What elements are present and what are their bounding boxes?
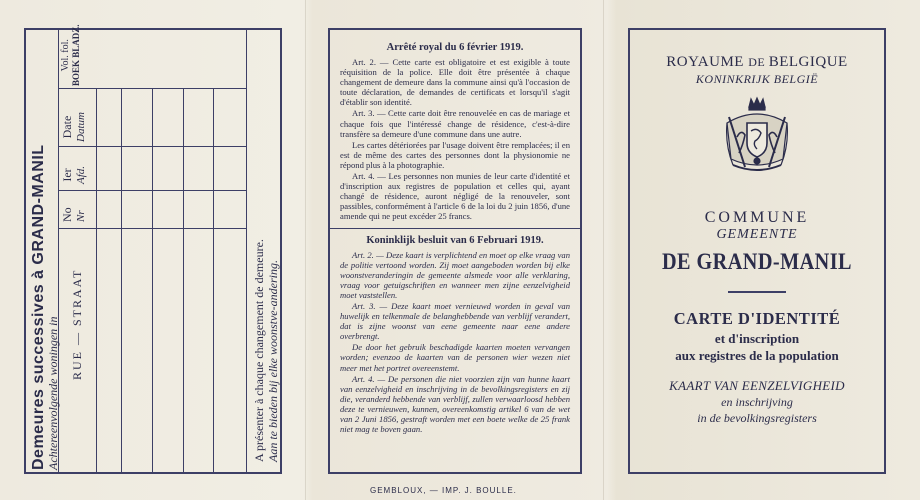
kingdom-fr: ROYAUME DE BELGIQUE [666,54,848,70]
left-footer-line [246,28,247,474]
nl-article: Art. 4. — De personen die niet voorzien zijn van hunne kaart van eenzelvigheid en inschrijving in de bevolkingsregisters en zij die, veranderd hebbende van verblijf, zullen verwaarloosd hebben deze te vernieuwen, kunnen, overeenkomstig artikel 6 van de wet van 2 Juni 1856, gestraft worden met een boete welke de 25 frank niet mag te boven gaan. [340,373,570,435]
nl-articles [340,250,570,435]
kingdom-nl: KONINKRIJK BELGIË [695,72,819,86]
card-subtitle-nl-2: in de bevolkingsregisters [697,411,817,425]
fr-articles [340,57,570,222]
printer-imprint: GEMBLOUX, — IMP. J. BOULLE. [370,486,517,495]
nl-article: Art. 3. — Deze kaart moet vernieuwd worden in geval van huwelijk en telkenmale de belanghebbende van verblijf verandert, dat is zijne woonst van eene gemeente naar eene andere overbrengt. [340,300,570,342]
fr-article: Art. 3. — Cette carte doit être renouvelée en cas de mariage et chaque fois que l'intéressé change de résidence, c'est-à-dire transfère sa demeure d'une commune dans une autre. [340,108,570,139]
fr-article: Art. 2. — Cette carte est obligatoire et est exigible à toute réquisition de la police. Elle doit être présentée à chaque changement de demeure dans la commune ainsi qu'à l'occasion de toute déclaration, de demandes de certificats et lorsqu'il s'agit d'établir son identité. [340,57,570,108]
fr-article: Art. 4. — Les personnes non munies de leur carte d'identité et d'inscription aux registres de population et celles qui, ayant changé de résidence, auront négligé de la renouveler, sont passibles, conformément à l'article 6 de la loi du 2 juin 1856, d'une amende qui ne peut excéder 25 francs. [340,171,570,222]
row-line [152,88,153,474]
section-divider [330,228,580,229]
row-line [96,88,97,474]
left-title-place: GRAND-MANIL [30,144,47,265]
coat-of-arms-icon [715,95,799,179]
left-title: Demeures successives à GRAND-MANIL [30,144,47,470]
fr-decree-heading: Arrêté royal du 6 février 1919. [386,42,524,53]
col-no-header: No Nr [60,207,87,222]
place-name: DE GRAND-MANIL [661,249,852,274]
fold-line [305,0,306,500]
card-subtitle-fr-1: et d'inscription [714,331,800,346]
card-subtitle-nl-1: en inschrijving [721,395,793,409]
nl-article: De door het gebruik beschadigde kaarten moeten vervangen worden; evenzoo de kaarten van de personen wier wezen niet meer met het portret overeenstemt. [340,342,570,373]
fold-line [603,0,604,500]
row-line [183,88,184,474]
row-line [121,88,122,474]
left-panel [24,28,282,474]
fr-article: Les cartes détériorées par l'usage doivent être remplacées; il en est de même des cartes des personnes dont la physionomie ne répond plus à la photographie. [340,139,570,170]
col-vol-header: Vol. fol. BOEK BLADZ. [60,24,81,86]
nl-article: Art. 2. — Deze kaart is verplichtend en moet op elke vraag van de politie vertoond worden. Zij moet aangeboden worden bij elke woonstveranderingin de gemeente alsmede voor alle verklaring, vraag voor getuigschriften en wanneer men zijne eenzelvigheid moet vaststellen. [340,249,570,300]
left-footer-nl: Aan te bieden bij elke woonstve-andering. [266,260,280,462]
col-date-header: Date Datum [60,112,87,142]
row-line [213,88,214,474]
title-rule [728,291,786,293]
middle-panel [328,28,582,474]
commune-nl: GEMEENTE [716,227,798,242]
card-title-fr: CARTE D'IDENTITÉ [673,309,841,328]
left-subtitle: Achtereenvolgende woningen in [46,316,60,470]
col-ier-header: Ier Afd. [60,165,87,184]
col-street-header: RUE — STRAAT [70,268,84,380]
card-title-nl: KAART VAN EENZELVIGHEID [669,378,845,393]
right-panel [628,28,886,474]
nl-decree-heading: Koninklijk besluit van 6 Februari 1919. [366,234,544,246]
card-subtitle-fr-2: aux registres de la population [675,348,839,363]
left-footer-fr: A présenter à chaque changement de demeure. [252,239,266,462]
commune-fr: COMMUNE [704,209,810,226]
